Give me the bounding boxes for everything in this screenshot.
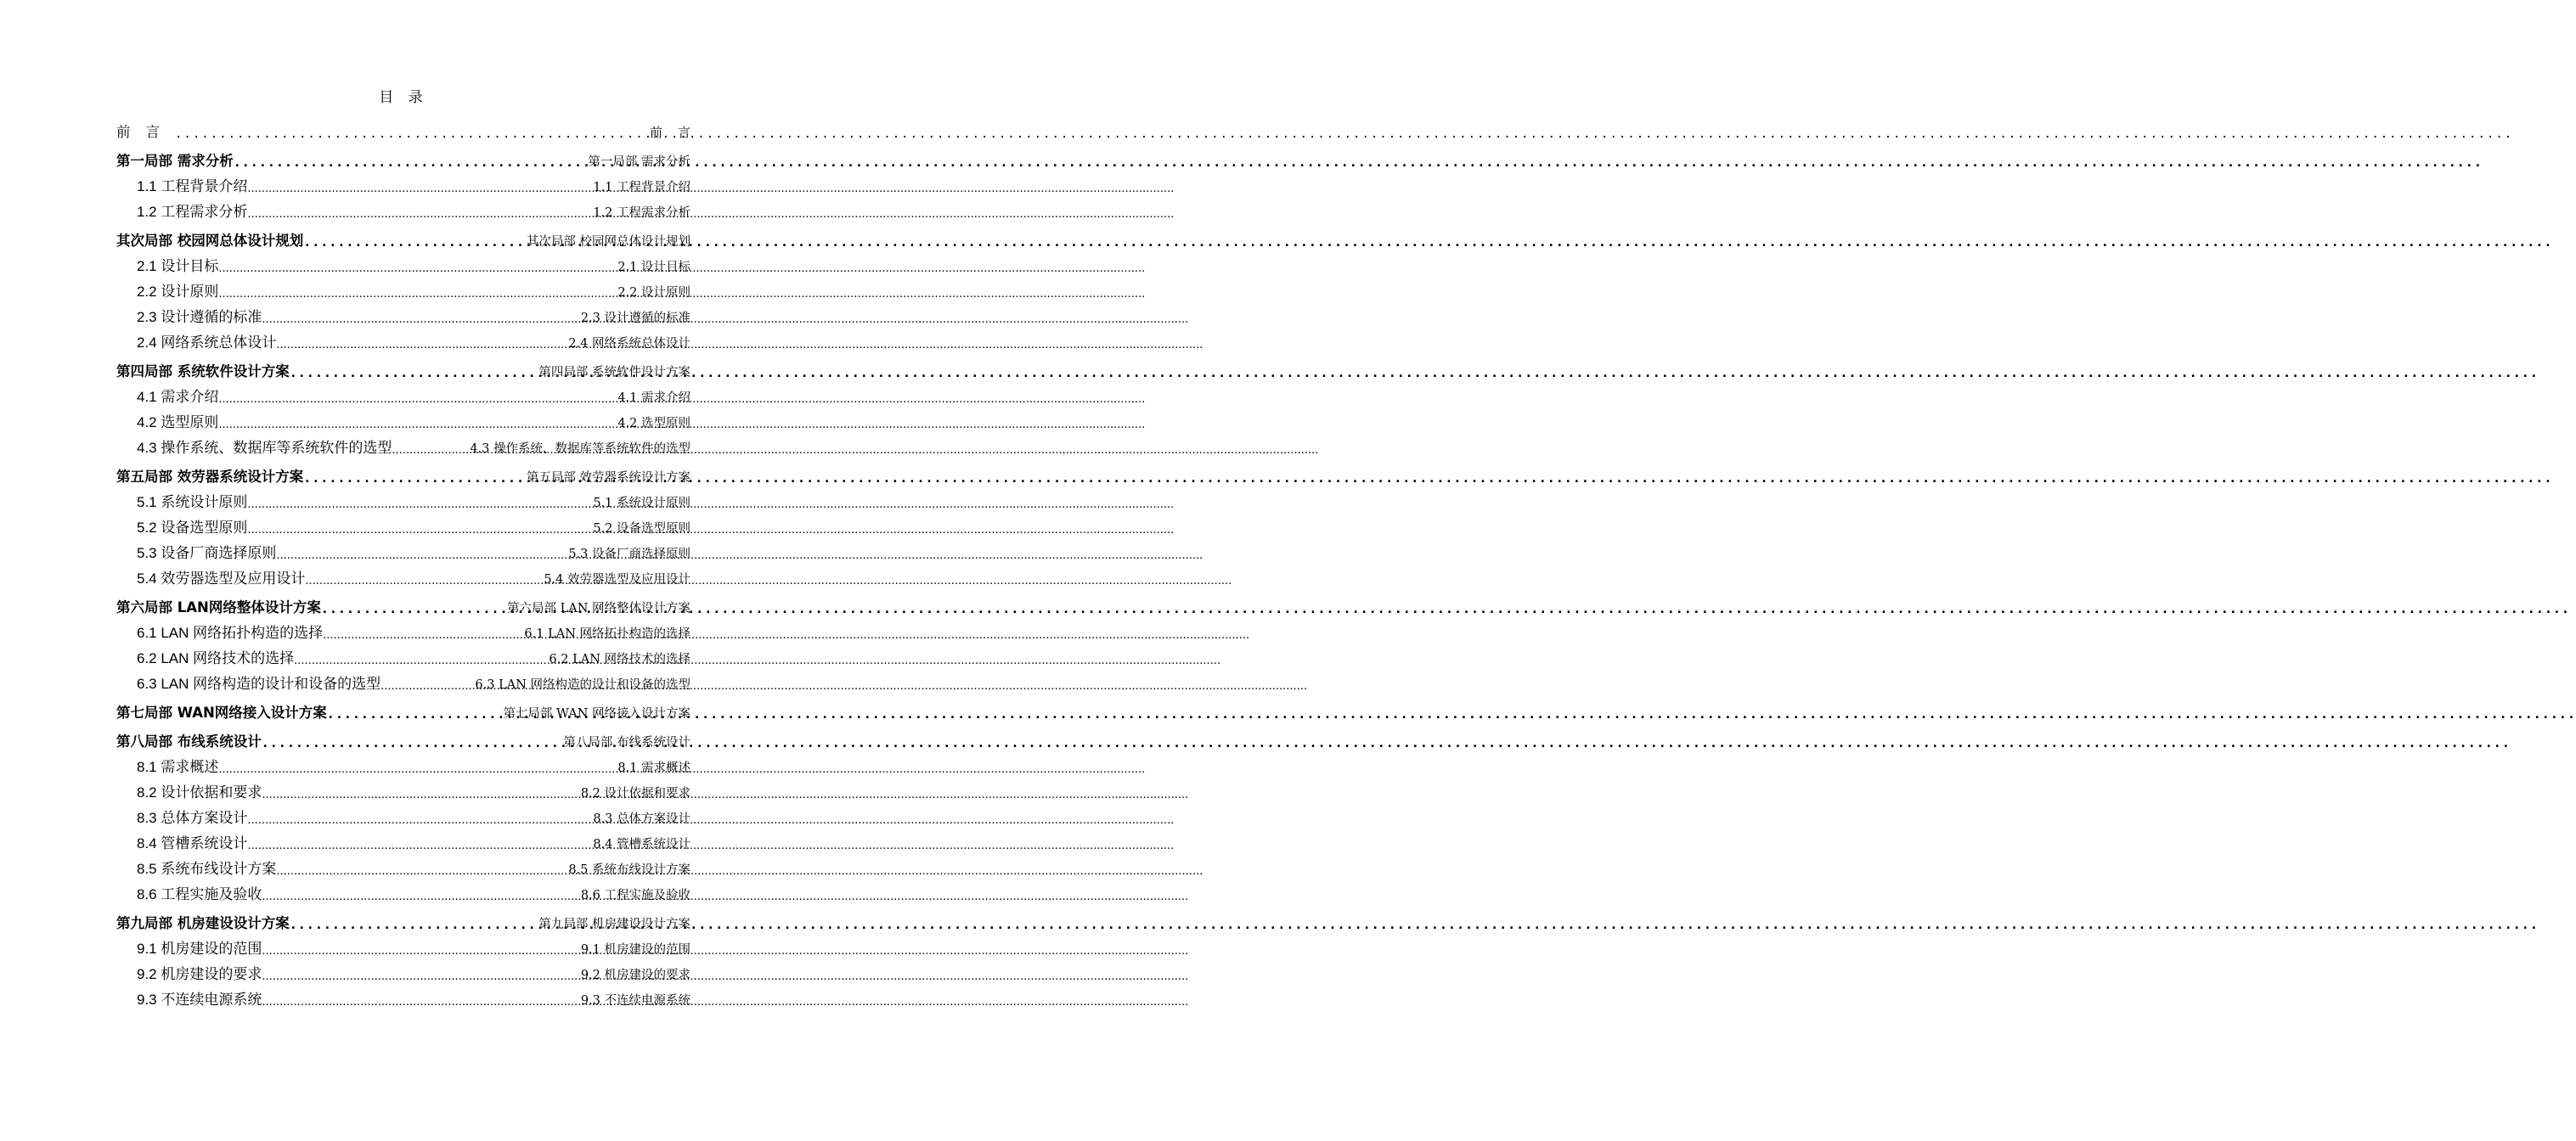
toc-entry-page-ref: 第七局部 WAN 网络接入设计方案 (503, 707, 691, 721)
toc-entry-label: 第八局部 布线系统设计 (116, 734, 262, 750)
dot-leader (262, 891, 580, 903)
toc-entry-page-ref: 1.1 工程背景介绍 (593, 181, 691, 194)
dot-leader (247, 208, 593, 221)
dot-leader (247, 814, 593, 827)
dot-leader (234, 155, 589, 170)
toc-section-entry[interactable] (116, 642, 691, 667)
dot-leader (276, 549, 568, 562)
toc-entry-label: 8.2 设计依据和要求 (137, 784, 262, 801)
toc-entry-page-ref: 6.1 LAN 网络拓扑构造的选择 (524, 627, 691, 641)
toc-entry-label: 2.1 设计目标 (137, 258, 219, 274)
dot-leader (321, 601, 507, 616)
dot-leader (323, 629, 524, 642)
toc-entry-label: 8.1 需求概述 (137, 759, 219, 775)
toc-entry-page-ref: 8.3 总体方案设计 (593, 812, 691, 826)
toc-entry-preface[interactable] (116, 112, 706, 141)
toc-entry-page-ref: 5.3 设备厂商选择原则 (568, 548, 691, 561)
toc-entry-page-ref: 9.2 机房建设的要求 (580, 969, 691, 982)
toc-title: 目 录 (379, 89, 428, 106)
toc-entry-label: 9.1 机房建设的范围 (137, 941, 262, 957)
toc-section-entry[interactable] (116, 983, 691, 1009)
toc-entry-label: 5.3 设备厂商选择原则 (137, 545, 277, 561)
dot-leader (247, 498, 593, 511)
toc-entry-page-ref: 其次局部 校园网总体设计规划 (526, 235, 691, 249)
dot-leader (305, 575, 544, 587)
toc-section-entry[interactable] (116, 616, 691, 642)
dot-leader (294, 655, 549, 667)
toc-entry-page-ref: 第四局部 系统软件设计方案 (538, 366, 691, 379)
toc-entry-label: 其次局部 校园网总体设计规划 (116, 233, 304, 249)
dot-leader (392, 444, 470, 457)
dot-leader (262, 970, 580, 983)
toc-entry-label: 第六局部 LAN网络整体设计方案 (116, 599, 321, 615)
toc-entry-page-ref: 9.3 不连续电源系统 (580, 994, 691, 1008)
toc-entry-page-ref: 1.2 工程需求分析 (593, 206, 691, 220)
toc-entry-page-ref: 4.2 选型原则 (617, 417, 691, 430)
dot-leader (262, 735, 564, 750)
toc-entry-label: 第七局部 WAN网络接入设计方案 (116, 705, 327, 721)
toc-entry-label: 8.5 系统布线设计方案 (137, 861, 277, 877)
toc-entry-label: 6.3 LAN 网络构造的设计和设备的选型 (137, 676, 381, 692)
toc-entry-label: 9.2 机房建设的要求 (137, 966, 262, 982)
toc-chapter-entry[interactable] (116, 587, 691, 616)
toc-entry-page-ref: 8.6 工程实施及验收 (580, 889, 691, 902)
toc-entry-label: 5.4 效劳器选型及应用设计 (137, 570, 306, 587)
toc-section-entry[interactable] (116, 380, 691, 406)
toc-entry-label: 1.2 工程需求分析 (137, 204, 248, 220)
toc-entry-page-ref: 4.1 需求介绍 (617, 391, 691, 405)
toc-entry-page-ref: 2.4 网络系统总体设计 (568, 337, 691, 351)
toc-section-entry[interactable] (116, 958, 691, 983)
toc-entry-page-ref: 第一局部 需求分析 (588, 155, 691, 169)
toc-section-entry[interactable] (116, 326, 691, 351)
toc-entry-label: 2.4 网络系统总体设计 (137, 334, 277, 351)
toc-entry-page-ref: 第六局部 LAN 网络整体设计方案 (506, 602, 691, 615)
toc-entry-page-ref: 8.5 系统布线设计方案 (568, 863, 691, 877)
dot-leader (218, 393, 617, 406)
dot-leader (218, 262, 617, 275)
toc-section-entry[interactable] (116, 511, 691, 537)
toc-section-entry[interactable] (116, 250, 691, 275)
toc-section-entry[interactable] (116, 170, 691, 195)
toc-section-entry[interactable] (116, 431, 691, 457)
dot-leader (290, 365, 539, 380)
toc-chapter-entry[interactable] (116, 457, 691, 486)
toc-entry-label: 5.2 设备选型原则 (137, 520, 248, 536)
toc-entry-label: 第五局部 效劳器系统设计方案 (116, 469, 304, 485)
toc-chapter-entry[interactable] (116, 903, 691, 932)
dot-leader (262, 313, 580, 326)
toc-entry-page-ref: 2.3 设计遵循的标准 (580, 312, 691, 325)
toc-entry-page-ref: 第八局部 布线系统设计 (563, 736, 691, 750)
toc-entry-label: 5.1 系统设计原则 (137, 494, 248, 510)
toc-chapter-entry[interactable] (116, 141, 691, 170)
toc-entry-label: 8.6 工程实施及验收 (137, 886, 262, 902)
toc-entry-page-ref: 5.4 效劳器选型及应用设计 (544, 573, 691, 587)
toc-entry-label: 8.3 总体方案设计 (137, 810, 248, 826)
toc-section-entry[interactable] (116, 562, 691, 587)
dot-leader (327, 706, 504, 722)
table-of-contents (116, 112, 706, 1009)
toc-entry-label: 1.1 工程背景介绍 (137, 178, 248, 194)
toc-entry-page-ref: 8.2 设计依据和要求 (580, 787, 691, 801)
dot-leader (303, 470, 527, 486)
dot-leader (218, 763, 617, 776)
toc-entry-page-ref: 8.1 需求概述 (617, 762, 691, 775)
toc-entry-page-ref: 8.4 管槽系统设计 (593, 838, 691, 852)
toc-entry-label: 前言 (116, 124, 175, 140)
dot-leader (247, 840, 593, 852)
toc-entry-label: 4.2 选型原则 (137, 414, 219, 430)
dot-leader (247, 524, 593, 537)
dot-leader (218, 288, 617, 301)
toc-section-entry[interactable] (116, 406, 691, 431)
dot-leader (262, 789, 580, 801)
toc-entry-label: 8.4 管槽系统设计 (137, 835, 248, 852)
toc-section-entry[interactable] (116, 827, 691, 852)
toc-chapter-entry[interactable] (116, 722, 691, 750)
dot-leader (218, 419, 617, 431)
toc-entry-label: 第一局部 需求分析 (116, 153, 234, 169)
toc-entry-page-ref: 前言 (649, 125, 706, 140)
toc-entry-page-ref: 6.3 LAN 网络构造的设计和设备的选型 (475, 678, 691, 692)
dot-leader (262, 996, 580, 1009)
dot-leader (276, 339, 568, 351)
toc-entry-label: 2.3 设计遵循的标准 (137, 309, 262, 325)
toc-section-entry[interactable] (116, 275, 691, 301)
toc-section-entry[interactable] (116, 878, 691, 903)
toc-entry-label: 9.3 不连续电源系统 (137, 992, 262, 1008)
toc-section-entry[interactable] (116, 852, 691, 878)
toc-chapter-entry[interactable] (116, 693, 691, 722)
dot-leader (290, 917, 539, 932)
toc-section-entry[interactable] (116, 537, 691, 562)
toc-section-entry[interactable] (116, 776, 691, 801)
toc-entry-label: 2.2 设计原则 (137, 284, 219, 300)
toc-entry-page-ref: 第五局部 效劳器系统设计方案 (526, 471, 691, 485)
toc-chapter-entry[interactable] (116, 221, 691, 250)
toc-section-entry[interactable] (116, 486, 691, 511)
toc-entry-page-ref: 2.1 设计目标 (617, 261, 691, 274)
toc-section-entry[interactable] (116, 667, 691, 693)
dot-leader (380, 680, 475, 693)
toc-entry-page-ref: 9.1 机房建设的范围 (580, 943, 691, 957)
toc-entry-page-ref: 4.3 操作系统、数据库等系统软件的选型 (470, 442, 691, 456)
dot-leader (175, 127, 650, 141)
toc-entry-label: 第九局部 机房建设设计方案 (116, 915, 290, 931)
dot-leader (303, 234, 527, 250)
toc-section-entry[interactable] (116, 301, 691, 326)
dot-leader (276, 865, 568, 878)
toc-entry-label: 4.3 操作系统、数据库等系统软件的选型 (137, 440, 392, 456)
toc-entry-page-ref: 5.1 系统设计原则 (593, 497, 691, 510)
toc-entry-label: 4.1 需求介绍 (137, 389, 219, 405)
toc-chapter-entry[interactable] (116, 351, 691, 380)
toc-entry-label: 第四局部 系统软件设计方案 (116, 363, 290, 379)
toc-entry-page-ref: 6.2 LAN 网络技术的选择 (549, 653, 691, 666)
toc-section-entry[interactable] (116, 801, 691, 827)
toc-entry-label: 6.2 LAN 网络技术的选择 (137, 650, 295, 666)
toc-entry-page-ref: 2.2 设计原则 (617, 286, 691, 300)
toc-entry-page-ref: 第九局部 机房建设设计方案 (538, 918, 691, 931)
toc-section-entry[interactable] (116, 195, 691, 221)
dot-leader (262, 945, 580, 958)
dot-leader (247, 183, 593, 195)
toc-section-entry[interactable] (116, 750, 691, 776)
toc-entry-label: 6.1 LAN 网络拓扑构造的选择 (137, 625, 324, 641)
toc-entry-page-ref: 5.2 设备选型原则 (593, 522, 691, 536)
toc-section-entry[interactable] (116, 932, 691, 958)
